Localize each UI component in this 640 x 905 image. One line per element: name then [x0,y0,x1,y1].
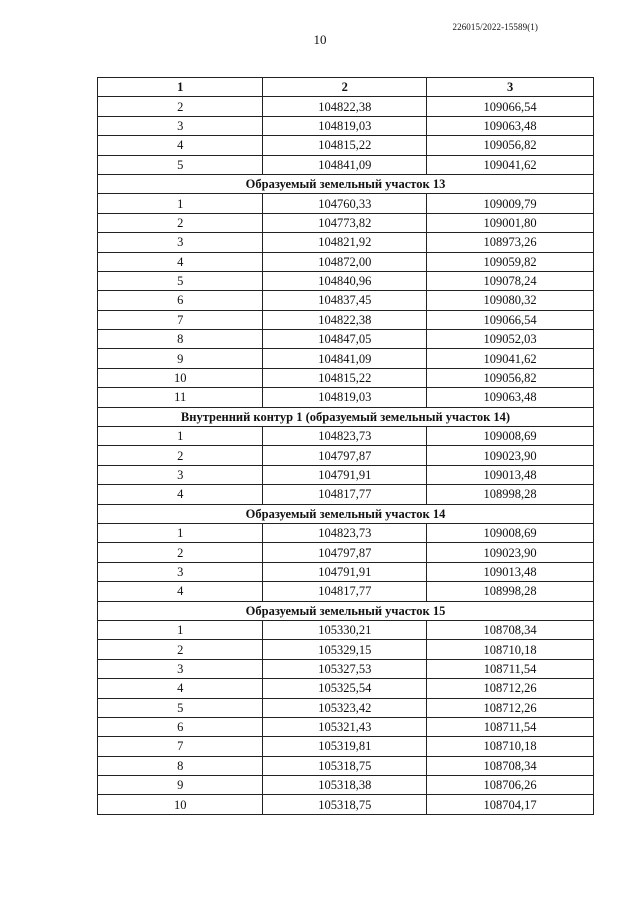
point-number: 3 [98,659,263,678]
table-row [98,717,594,736]
point-number: 2 [98,640,263,659]
coordinate-y: 109080,32 [427,291,594,310]
table-row [98,427,594,446]
coordinate-y: 109052,03 [427,330,594,349]
table-row [98,446,594,465]
point-number: 5 [98,155,263,174]
point-number: 6 [98,291,263,310]
coordinate-x: 104817,77 [263,485,427,504]
coordinate-x: 105327,53 [263,659,427,678]
point-number: 1 [98,194,263,213]
table-row [98,465,594,484]
coordinate-y: 108712,26 [427,698,594,717]
coordinate-y: 109059,82 [427,252,594,271]
table-row [98,252,594,271]
coordinate-y: 109023,90 [427,446,594,465]
table-row [98,155,594,174]
coordinates-table [97,77,594,815]
coordinate-y: 108706,26 [427,776,594,795]
point-number: 1 [98,427,263,446]
section-title: Образуемый земельный участок 14 [98,504,594,523]
coordinate-y: 109009,79 [427,194,594,213]
point-number: 7 [98,737,263,756]
table-row [98,213,594,232]
coordinate-x: 104791,91 [263,465,427,484]
table-row [98,776,594,795]
point-number: 3 [98,465,263,484]
table-row [98,795,594,814]
table-row [98,756,594,775]
table-section-row [98,601,594,620]
coordinate-x: 105325,54 [263,679,427,698]
coordinate-y: 108710,18 [427,737,594,756]
coordinate-y: 109001,80 [427,213,594,232]
coordinate-y: 109063,48 [427,116,594,135]
point-number: 9 [98,349,263,368]
coordinate-y: 109066,54 [427,310,594,329]
coordinate-x: 104819,03 [263,388,427,407]
point-number: 8 [98,330,263,349]
point-number: 4 [98,582,263,601]
point-number: 2 [98,97,263,116]
coordinate-x: 105330,21 [263,620,427,639]
coordinate-x: 104837,45 [263,291,427,310]
coordinate-x: 104823,73 [263,427,427,446]
table-row [98,330,594,349]
coordinate-y: 108712,26 [427,679,594,698]
point-number: 3 [98,116,263,135]
coordinate-x: 105321,43 [263,717,427,736]
point-number: 2 [98,543,263,562]
point-number: 1 [98,523,263,542]
document-number: 226015/2022-15589(1) [452,22,538,32]
section-title: Внутренний контур 1 (образуемый земельный участок 14) [98,407,594,426]
coordinate-x: 104815,22 [263,136,427,155]
coordinates-table-body [98,78,594,815]
coordinate-y: 109078,24 [427,271,594,290]
table-row [98,620,594,639]
point-number: 7 [98,310,263,329]
point-number: 1 [98,620,263,639]
coordinate-x: 104840,96 [263,271,427,290]
table-row [98,233,594,252]
table-row [98,349,594,368]
table-row [98,310,594,329]
point-number: 3 [98,562,263,581]
coordinate-y: 108710,18 [427,640,594,659]
point-number: 10 [98,368,263,387]
coordinate-x: 104841,09 [263,155,427,174]
coordinate-y: 109056,82 [427,136,594,155]
table-row [98,388,594,407]
coordinate-x: 104841,09 [263,349,427,368]
table-row [98,640,594,659]
coordinate-y: 109013,48 [427,562,594,581]
coordinate-y: 109008,69 [427,523,594,542]
point-number: 10 [98,795,263,814]
coordinate-x: 104815,22 [263,368,427,387]
table-row [98,116,594,135]
column-header-1: 1 [98,78,263,97]
table-row [98,698,594,717]
coordinate-x: 105323,42 [263,698,427,717]
coordinate-y: 108711,54 [427,717,594,736]
coordinate-x: 105319,81 [263,737,427,756]
point-number: 4 [98,136,263,155]
table-row [98,562,594,581]
table-section-row [98,174,594,193]
point-number: 2 [98,213,263,232]
coordinate-x: 105318,75 [263,756,427,775]
coordinate-x: 104773,82 [263,213,427,232]
point-number: 2 [98,446,263,465]
table-row [98,368,594,387]
coordinate-y: 109066,54 [427,97,594,116]
coordinate-x: 104823,73 [263,523,427,542]
section-title: Образуемый земельный участок 13 [98,174,594,193]
table-row [98,737,594,756]
coordinate-x: 104791,91 [263,562,427,581]
point-number: 5 [98,271,263,290]
coordinate-y: 109013,48 [427,465,594,484]
coordinate-x: 105318,38 [263,776,427,795]
coordinate-y: 109056,82 [427,368,594,387]
column-header-2: 2 [263,78,427,97]
coordinate-x: 104760,33 [263,194,427,213]
point-number: 4 [98,679,263,698]
coordinate-x: 104819,03 [263,116,427,135]
page-number: 10 [313,32,327,47]
coordinate-y: 109008,69 [427,427,594,446]
coordinate-x: 104822,38 [263,97,427,116]
coordinate-x: 104872,00 [263,252,427,271]
point-number: 5 [98,698,263,717]
point-number: 3 [98,233,263,252]
point-number: 8 [98,756,263,775]
coordinate-y: 108973,26 [427,233,594,252]
point-number: 4 [98,485,263,504]
coordinate-y: 108998,28 [427,485,594,504]
coordinate-y: 108704,17 [427,795,594,814]
coordinate-x: 105329,15 [263,640,427,659]
table-row [98,679,594,698]
coordinate-y: 109063,48 [427,388,594,407]
coordinate-x: 104797,87 [263,446,427,465]
coordinate-x: 104797,87 [263,543,427,562]
point-number: 9 [98,776,263,795]
column-header-3: 3 [427,78,594,97]
table-row [98,582,594,601]
point-number: 11 [98,388,263,407]
table-row [98,543,594,562]
table-row [98,271,594,290]
section-title: Образуемый земельный участок 15 [98,601,594,620]
coordinate-y: 109041,62 [427,349,594,368]
table-section-row [98,407,594,426]
coordinate-x: 104847,05 [263,330,427,349]
table-row [98,194,594,213]
coordinate-y: 109023,90 [427,543,594,562]
coordinate-x: 104817,77 [263,582,427,601]
table-section-row [98,504,594,523]
coordinate-y: 109041,62 [427,155,594,174]
coordinate-y: 108708,34 [427,756,594,775]
coordinate-y: 108998,28 [427,582,594,601]
coordinate-y: 108711,54 [427,659,594,678]
coordinate-x: 105318,75 [263,795,427,814]
coordinate-x: 104822,38 [263,310,427,329]
table-row [98,659,594,678]
coordinate-y: 108708,34 [427,620,594,639]
table-row [98,485,594,504]
table-row [98,97,594,116]
point-number: 4 [98,252,263,271]
table-row [98,136,594,155]
table-row [98,291,594,310]
table-header-row [98,78,594,97]
table-row [98,523,594,542]
coordinate-x: 104821,92 [263,233,427,252]
point-number: 6 [98,717,263,736]
